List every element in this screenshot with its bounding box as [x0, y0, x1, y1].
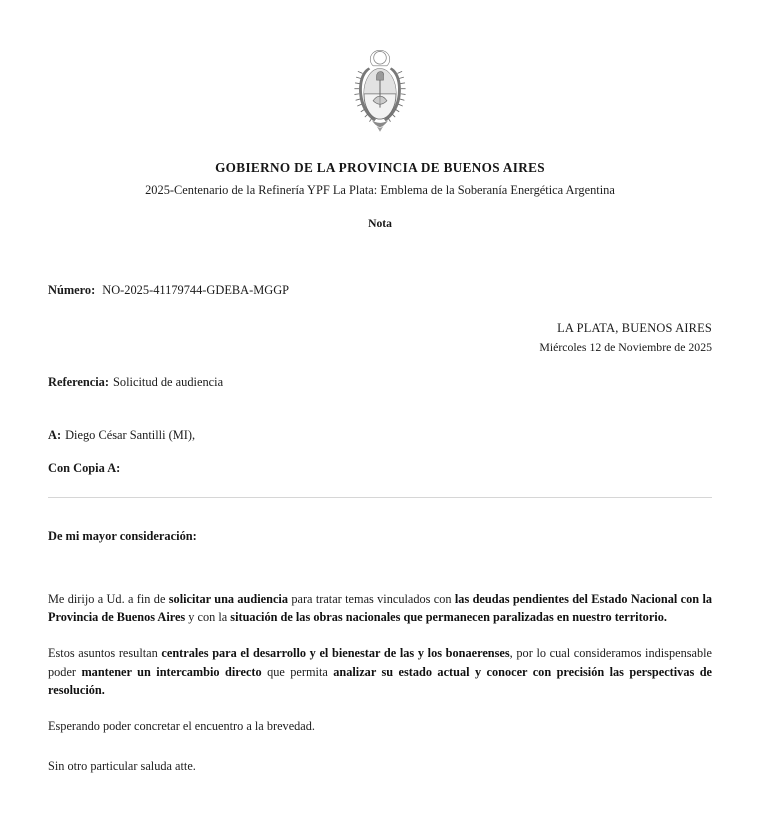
- reference-line: [48, 375, 223, 390]
- p2-bold-1: centrales para el desarrollo y el bienestar de las y los bonaerenses: [161, 646, 510, 661]
- reference-label: Referencia:: [48, 375, 110, 389]
- place-city: LA PLATA, BUENOS AIRES: [557, 321, 712, 335]
- document-number-label: Número:: [48, 283, 96, 297]
- addressee-line: [48, 428, 195, 443]
- place-date-block: [0, 320, 712, 356]
- argentina-coat-of-arms-icon: [351, 48, 409, 134]
- p2-bold-2: mantener un intercambio directo: [81, 664, 262, 679]
- p2-segment-2: , por lo cual consideramos indispensable poder: [48, 646, 712, 679]
- p2-segment-3: que permita: [261, 664, 334, 679]
- p1-bold-1: solicitar una audiencia: [168, 592, 288, 606]
- salutation: De mi mayor consideración:: [48, 529, 197, 543]
- p1-bold-3: situación de las obras nacionales que permanecen paralizadas en nuestro territorio.: [230, 610, 667, 625]
- emblem-container: [0, 48, 760, 134]
- document-kind: Nota: [368, 217, 392, 230]
- page-title: GOBIERNO DE LA PROVINCIA DE BUENOS AIRES: [215, 160, 545, 175]
- p1-segment-3: y con la: [185, 610, 231, 625]
- header-body-divider: [48, 497, 712, 498]
- p2-bold-3: analizar su estado actual y conocer con precisión las perspectivas de resolución.: [48, 664, 712, 697]
- document-number-value: NO-2025-41179744-GDEBA-MGGP: [102, 283, 290, 297]
- body-paragraph-4: Sin otro particular saluda atte.: [48, 759, 196, 774]
- p1-bold-2: las deudas pendientes del Estado Nacional con la Provincia de Buenos Aires: [48, 592, 713, 625]
- document-number: [48, 283, 289, 298]
- document-body: [48, 590, 712, 775]
- reference-value: Solicitud de audiencia: [113, 375, 224, 389]
- document-date: Miércoles 12 de Noviembre de 2025: [539, 340, 712, 354]
- header-subtitle: 2025-Centenario de la Refinería YPF La Plata: Emblema de la Soberanía Energética Argentina: [145, 183, 615, 197]
- body-paragraph-2: [48, 644, 712, 699]
- addressee-label: A:: [48, 428, 62, 442]
- document-header: [0, 159, 760, 199]
- carbon-copy-label: Con Copia A:: [48, 461, 121, 475]
- body-paragraph-1: [48, 590, 712, 626]
- p1-segment-1: Me dirijo a Ud. a fin de: [48, 592, 169, 606]
- p1-segment-2: para tratar temas vinculados con: [287, 592, 455, 606]
- body-paragraph-3: Esperando poder concretar el encuentro a la brevedad.: [48, 719, 315, 734]
- p2-segment-1: Estos asuntos resultan: [48, 646, 162, 661]
- addressee-value: Diego César Santilli (MI),: [65, 428, 196, 442]
